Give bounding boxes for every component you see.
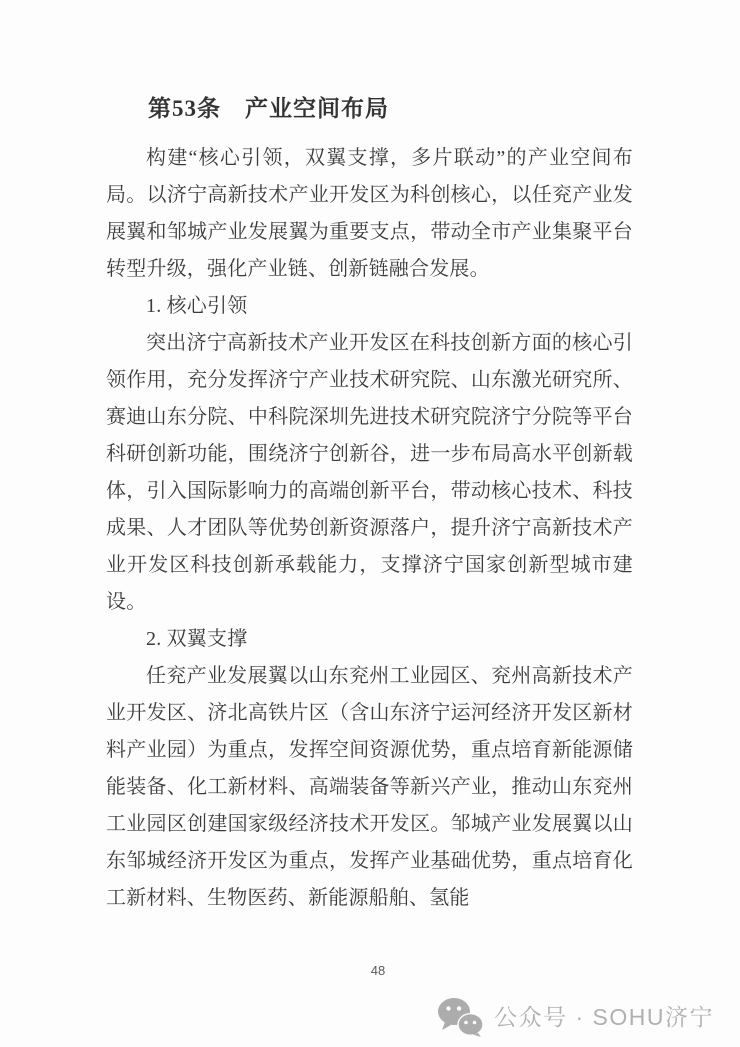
section-2-heading: 2. 双翼支撑 bbox=[146, 628, 248, 650]
document-body bbox=[106, 94, 633, 917]
section-2-paragraph: 任兖产业发展翼以山东兖州工业园区、兖州高新技术产业开发区、济北高铁片区（含山东济宁运河经济开发区新材料产业园）为重点，发挥空间资源优势，重点培育新能源储能装备、化工新材料、高端装备等新兴产业，推动山东兖州工业园区创建国家级经济技术开发区。邹城产业发展翼以山东邹城经济开发区为重点，发挥产业基础优势，重点培育化工新材料、生物医药、新能源船舶、氢能 bbox=[106, 665, 633, 909]
footer-watermark bbox=[437, 993, 714, 1037]
section-1-paragraph: 突出济宁高新技术产业开发区在科技创新方面的核心引领作用，充分发挥济宁产业技术研究院、山东激光研究所、赛迪山东分院、中科院深圳先进技术研究院济宁分院等平台科研创新功能，围绕济宁创新谷，进一步布局高水平创新载体，引入国际影响力的高端创新平台，带动核心技术、科技成果、人才团队等优势创新资源落户，提升济宁高新技术产业开发区科技创新承载能力，支撑济宁国家创新型城市建设。 bbox=[106, 332, 633, 613]
wechat-icon bbox=[437, 997, 484, 1037]
page-number: 48 bbox=[370, 963, 386, 978]
section-1-heading: 1. 核心引领 bbox=[146, 295, 248, 317]
intro-paragraph: 构建“核心引领，双翼支撑，多片联动”的产业空间布局。以济宁高新技术产业开发区为科创核心，以任兖产业发展翼和邹城产业发展翼为重要支点，带动全市产业集聚平台转型升级，强化产业链、创新链融合发展。 bbox=[106, 147, 633, 280]
article-heading: 第53条 产业空间布局 bbox=[148, 96, 389, 121]
article-text bbox=[106, 140, 633, 917]
watermark-text: 公众号 · SOHU济宁 bbox=[494, 1003, 714, 1030]
